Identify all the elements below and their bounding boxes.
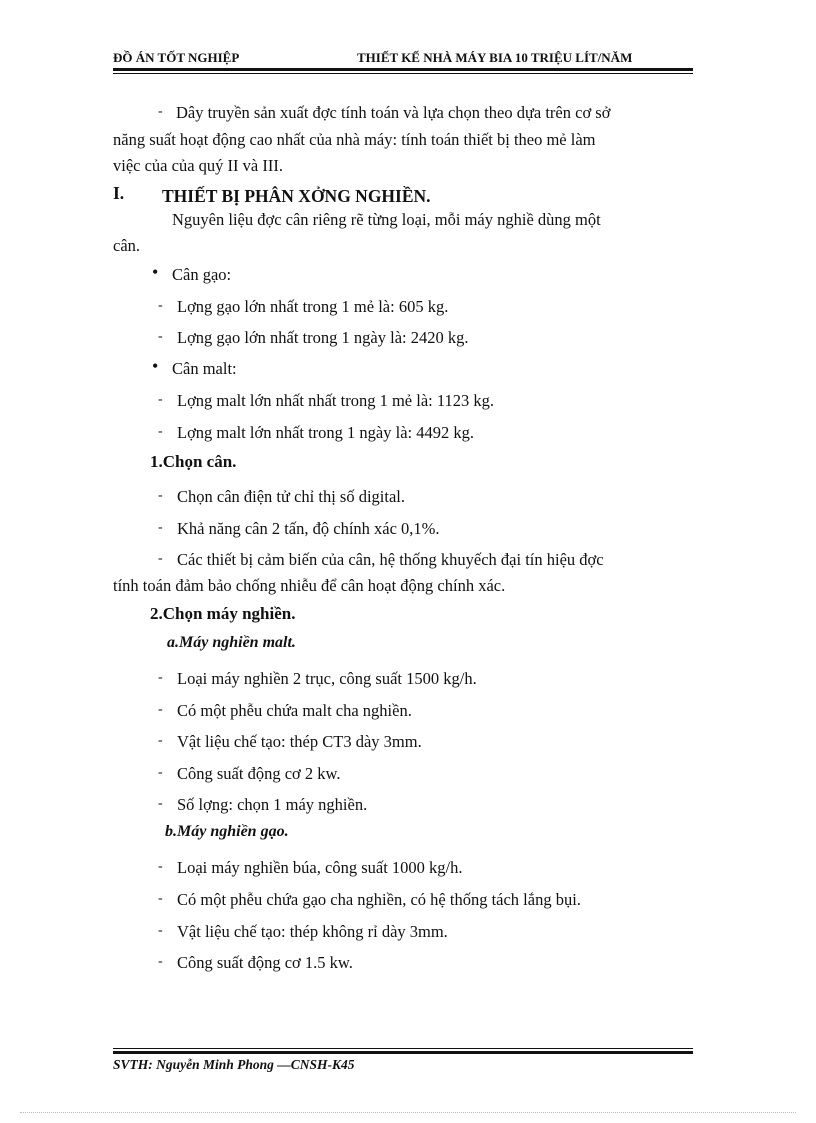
para1-line-1: Nguyên liệu đợc cân riêng rẽ từng loại, mỗi máy nghiề dùng một (172, 210, 601, 229)
dash-marker: - (158, 298, 163, 313)
rice-mill-item: Loại máy nghiền búa, công suất 1000 kg/h. (177, 858, 463, 877)
footer-author: SVTH: Nguyễn Minh Phong —CNSH-K45 (113, 1057, 355, 1072)
dash-marker: - (158, 954, 163, 969)
bullet-icon: • (152, 262, 159, 282)
bullet-icon: • (152, 356, 159, 376)
dash-marker: - (158, 702, 163, 717)
dash-marker: - (158, 488, 163, 503)
rice-scale-label: Cân gạo: (172, 265, 232, 284)
subsection-1-title: 1.Chọn cân. (150, 452, 237, 471)
malt-mill-item: Vật liệu chế tạo: thép CT3 dày 3mm. (177, 732, 422, 751)
scale-choice-cont: tính toán đảm bảo chống nhiễu để cân hoạt động chính xác. (113, 576, 506, 595)
rice-scale-item: Lợng gạo lớn nhất trong 1 mẻ là: 605 kg. (177, 297, 449, 316)
dash-marker: - (158, 923, 163, 938)
dash-marker: - (158, 796, 163, 811)
subsection-2-title: 2.Chọn máy nghiền. (150, 604, 296, 623)
scale-choice-item: Chọn cân điện tử chỉ thị số digital. (177, 487, 405, 506)
dash-marker: - (158, 392, 163, 407)
dash-marker: - (158, 551, 163, 566)
header-right: THIẾT KẾ NHÀ MÁY BIA 10 TRIỆU LÍT/NĂM (357, 50, 633, 65)
rice-mill-item: Có một phễu chứa gạo cha nghiền, có hệ thống tách lắng bụi. (177, 890, 581, 909)
footer-rule-thin (113, 1048, 693, 1049)
section-title: THIẾT BỊ PHÂN XỞNG NGHIỀN. (162, 186, 431, 206)
dash-marker: - (158, 104, 163, 119)
dash-marker: - (158, 520, 163, 535)
dash-marker: - (158, 733, 163, 748)
scale-choice-item: Các thiết bị cảm biến của cân, hệ thống khuyếch đại tín hiệu đợc (177, 550, 604, 569)
intro-line-3: việc của của quý II và III. (113, 156, 283, 175)
rice-mill-title: b.Máy nghiền gạo. (165, 823, 289, 840)
malt-mill-item: Công suất động cơ 2 kw. (177, 764, 341, 783)
malt-scale-item: Lợng malt lớn nhất trong 1 ngày là: 4492 kg. (177, 423, 474, 442)
para1-line-2: cân. (113, 236, 141, 255)
rice-mill-item: Vật liệu chế tạo: thép không rỉ dày 3mm. (177, 922, 448, 941)
intro-line-1: Dây truyền sản xuất đợc tính toán và lựa chọn theo dựa trên cơ sở (176, 103, 611, 122)
header-rule-thick (113, 68, 693, 71)
dash-marker: - (158, 891, 163, 906)
malt-mill-item: Loại máy nghiền 2 trục, công suất 1500 kg/h. (177, 669, 477, 688)
page-edge-dots (20, 1112, 796, 1113)
rice-mill-item: Công suất động cơ 1.5 kw. (177, 953, 353, 972)
intro-line-2: năng suất hoạt động cao nhất của nhà máy: tính toán thiết bị theo mẻ làm (113, 130, 596, 149)
malt-mill-item: Có một phễu chứa malt cha nghiền. (177, 701, 412, 720)
header-rule-thin (113, 73, 693, 74)
header-left: ĐỒ ÁN TỐT NGHIỆP (113, 50, 240, 65)
footer-rule-thick (113, 1051, 693, 1054)
dash-marker: - (158, 765, 163, 780)
scale-choice-item: Khả năng cân 2 tấn, độ chính xác 0,1%. (177, 519, 440, 538)
rice-scale-item: Lợng gạo lớn nhất trong 1 ngày là: 2420 kg. (177, 328, 469, 347)
malt-mill-item: Số lợng: chọn 1 máy nghiền. (177, 795, 368, 814)
dash-marker: - (158, 424, 163, 439)
malt-scale-label: Cân malt: (172, 359, 237, 378)
dash-marker: - (158, 329, 163, 344)
section-number: I. (113, 183, 125, 203)
dash-marker: - (158, 859, 163, 874)
dash-marker: - (158, 670, 163, 685)
malt-scale-item: Lợng malt lớn nhất nhất trong 1 mẻ là: 1123 kg. (177, 391, 494, 410)
malt-mill-title: a.Máy nghiền malt. (167, 634, 296, 651)
